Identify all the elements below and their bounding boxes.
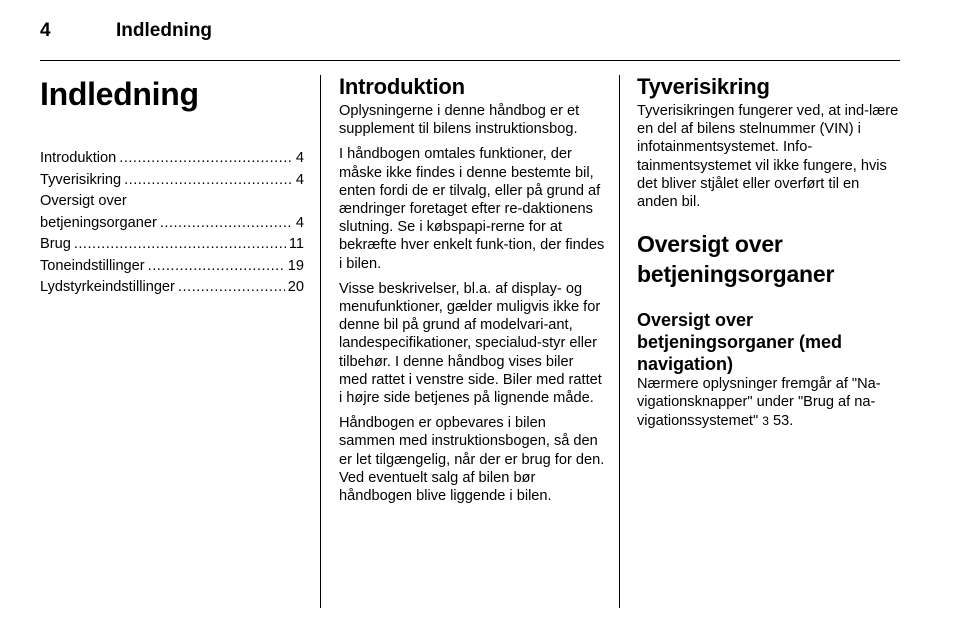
header-rule: [40, 60, 900, 61]
chapter-title: Indledning: [40, 76, 199, 112]
paragraph: I håndbogen omtales funktioner, der måske ikke findes i denne bestemte bil, enten fordi de er tilvalg, eller på grund af ændringer foretaget efter re-daktionens slutning. Se i købspapi-rerne for at bekræfte hver enkelt funk-tion, der findes i bilen.: [339, 146, 605, 272]
toc-leader-dots: [148, 256, 285, 278]
table-of-contents: [40, 148, 304, 299]
page-header: [40, 20, 212, 46]
toc-label: Toneindstillinger: [40, 257, 145, 274]
toc-leader-dots: [74, 234, 286, 256]
paragraph: Tyverisikringen fungerer ved, at ind-lære en del af bilens stelnummer (VIN) i infotainmentsystemet. Info-tainmentsystemet vil ikke fungere, hvis det bliver stjålet eller overført til en anden bil.: [637, 103, 899, 211]
toc-label: Introduktion: [40, 150, 117, 166]
toc-label: betjeningsorganer: [40, 214, 157, 231]
toc-item-toneindstillinger[interactable]: [40, 256, 304, 278]
toc-leader-dots: [124, 170, 293, 192]
paragraph: Oplysningerne i denne håndbog er et supplement til bilens instruktionsbog.: [339, 103, 580, 138]
page-reference[interactable]: 53.: [772, 412, 794, 429]
toc-item-introduktion[interactable]: [40, 148, 304, 170]
introduktion-column: [339, 72, 605, 512]
column-divider-2: [619, 75, 620, 608]
toc-page: 19: [287, 257, 304, 274]
toc-label-line1: Oversigt over: [40, 193, 127, 209]
paragraph-text: Nærmere oplysninger fremgår af "Na-vigationsknapper" under "Brug af na-vigationssystemet": [637, 376, 881, 429]
toc-leader-dots: [178, 277, 285, 299]
toc-column: [40, 72, 304, 299]
paragraph: Visse beskrivelser, bl.a. af display- og menufunktioner, gælder muligvis ikke for denne bil på grund af modelvari-ant, landespecifikationer, specialud-styr eller tilbehør. I denne håndbog vises biler med rattet i venstre side. Biler med rattet i højre side betjenes på lignende måde.: [339, 280, 602, 407]
section-heading-oversigt: Oversigt over betjeningsorganer: [637, 231, 835, 288]
toc-label: Tyverisikring: [40, 171, 122, 188]
toc-leader-dots: [160, 213, 293, 235]
toc-page: 4: [295, 150, 304, 166]
toc-page: 4: [295, 171, 304, 188]
column-divider-1: [320, 75, 321, 608]
toc-item-lydstyrkeindstillinger[interactable]: [40, 277, 304, 299]
section-heading-tyverisikring: Tyverisikring: [637, 74, 770, 99]
paragraph: Håndbogen er opbevares i bilen sammen med instruktionsbogen, så den er let tilgængelig, når der er brug for den. Ved eventuelt salg af bilen bør håndbogen blive liggende i bilen.: [339, 415, 605, 505]
page-reference-icon: 3: [762, 413, 769, 428]
toc-item-brug[interactable]: [40, 234, 304, 256]
subsection-heading: Oversigt over betjeningsorganer (med navigation): [637, 310, 843, 375]
toc-label: Lydstyrkeindstillinger: [40, 279, 175, 295]
toc-page: 11: [288, 236, 304, 252]
page-number: 4: [40, 20, 51, 41]
section-heading-introduktion: Introduktion: [339, 74, 465, 99]
toc-item-tyverisikring[interactable]: [40, 170, 304, 192]
toc-item-oversigt[interactable]: [40, 191, 304, 234]
toc-leader-dots: [119, 148, 293, 170]
running-title: Indledning: [116, 20, 213, 41]
toc-page: 20: [287, 279, 304, 295]
toc-page: 4: [295, 214, 304, 231]
toc-label: Brug: [40, 236, 71, 252]
paragraph: [637, 375, 903, 430]
tyverisikring-column: [637, 72, 903, 437]
